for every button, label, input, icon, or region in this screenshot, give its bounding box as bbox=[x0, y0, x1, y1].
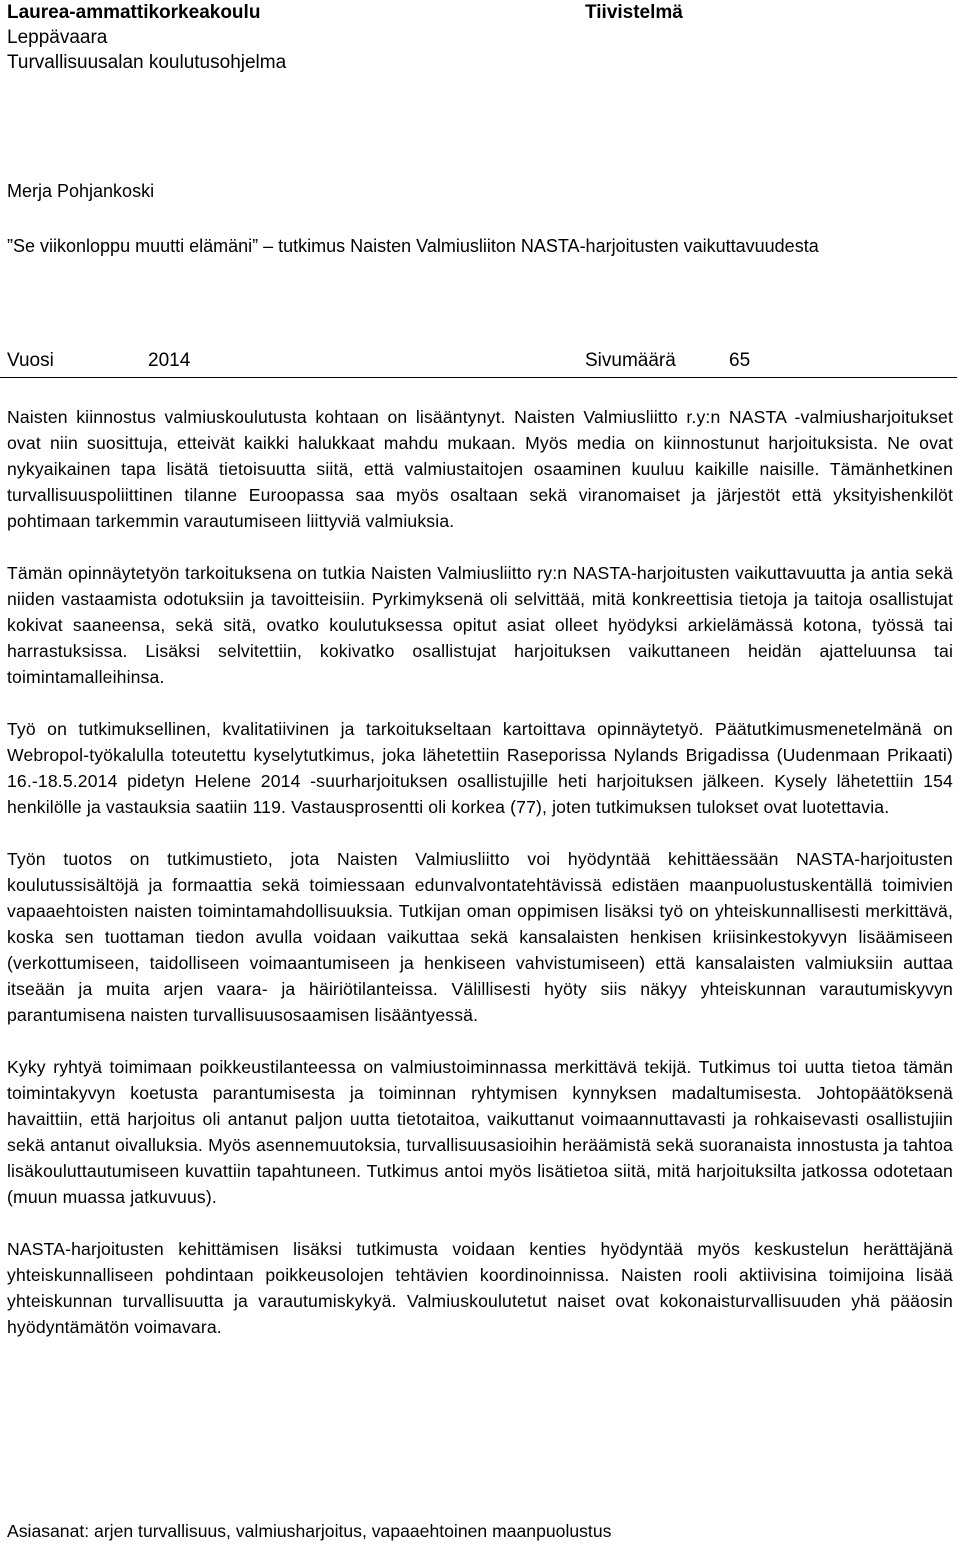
keywords: Asiasanat: arjen turvallisuus, valmiusharjoitus, vapaaehtoinen maanpuolustus bbox=[7, 1521, 612, 1541]
campus-name: Leppävaara bbox=[7, 27, 108, 48]
abstract-paragraph: Tämän opinnäytetyön tarkoituksena on tutkia Naisten Valmiusliitto ry:n NASTA-harjoitusten vaikuttavuutta ja antia sekä niiden vastaamista odotuksiin ja tavoitteisiin. Pyrkimyksenä oli selvittää, mitä konkreettisia tietoja ja taitoja osallistujat kokivat saaneensa, sekä sitä, ovatko koulutuksessa opitut asiat olleet hyödyksi arkielämässä kotona, työssä tai harrastuksissa. Lisäksi selvitettiin, kokivatko osallistujat harjoituksen vaikuttaneen heidän ajatteluunsa tai toimintamalleihinsa. bbox=[7, 563, 953, 687]
header-left bbox=[7, 0, 286, 75]
year-value: 2014 bbox=[148, 350, 191, 371]
meta-row bbox=[0, 349, 957, 378]
author-name: Merja Pohjankoski bbox=[7, 181, 155, 201]
thesis-title: ”Se viikonloppu muutti elämäni” – tutkimus Naisten Valmiusliiton NASTA-harjoitusten vaikuttavuudesta bbox=[7, 236, 819, 256]
program-name: Turvallisuusalan koulutusohjelma bbox=[7, 52, 287, 73]
document-type: Tiivistelmä bbox=[585, 2, 683, 23]
abstract-paragraph: NASTA-harjoitusten kehittämisen lisäksi tutkimusta voidaan kenties hyödyntää myös keskustelun herättäjänä yhteiskunnalliseen pohdintaan poikkeusolojen tehtävien koordinoinnissa. Naisten rooli aktiivisina toimijoina lisää yhteiskunnan turvallisuutta ja varautumiskykyä. Valmiuskoulutetut naiset ovat kokonaisturvallisuuden yhä pääosin hyödyntämätön voimavara. bbox=[7, 1239, 953, 1337]
abstract-paragraph: Työ on tutkimuksellinen, kvalitatiivinen ja tarkoitukseltaan kartoittava opinnäytetyö. Päätutkimusmenetelmänä on Webropol-työkalulla toteutettu kyselytutkimus, joka lähetettiin Raseporissa Nylands Brigadissa (Uudenmaan Prikaati) 16.-18.5.2014 pidetyn Helene 2014 -suurharjoituksen osallistujille heti harjoituksen jälkeen. Kysely lähetettiin 154 henkilölle ja vastauksia saatiin 119. Vastausprosentti oli korkea (77), joten tutkimuksen tulokset ovat luotettavia. bbox=[7, 719, 953, 817]
page-count-label: Sivumäärä bbox=[585, 350, 676, 371]
year-label: Vuosi bbox=[7, 350, 54, 371]
institution-name: Laurea-ammattikorkeakoulu bbox=[7, 2, 261, 23]
abstract-body bbox=[7, 404, 953, 1366]
abstract-paragraph: Työn tuotos on tutkimustieto, jota Naisten Valmiusliitto voi hyödyntää kehittäessään NASTA-harjoitusten koulutussisältöjä ja formaattia sekä toimiessaan edunvalvontatehtävissä edistäen maanpuolustuskentällä toimivien vapaaehtoisten naisten toimintamahdollisuuksia. Tutkijan oman oppimisen lisäksi työ on yhteiskunnallisesti merkittävä, koska sen tuottaman tiedon avulla voidaan vaikuttaa sekä kansalaisten henkisen kriisinkestokyvyn lisäämiseen (verkottumiseen, taidolliseen voimaantumiseen ja henkiseen vahvistumiseen) että kansalaisten valmiuksiin auttaa itseään ja muita arjen vaara- ja häiriötilanteissa. Välillisesti hyöty siis näkyy yhteiskunnan varautumiskyvyn parantumisena naisten turvallisuusosaamisen lisääntyessä. bbox=[7, 849, 953, 1025]
abstract-paragraph: Naisten kiinnostus valmiuskoulutusta kohtaan on lisääntynyt. Naisten Valmiusliitto r.y:n NASTA -valmiusharjoitukset ovat niin suosittuja, etteivät kaikki halukkaat mahdu mukaan. Myös media on kiinnostunut harjoituksista. Ne ovat nykyaikainen tapa lisätä tietoisuutta siitä, että valmiustaitojen osaaminen kuuluu kaikille naisille. Tämänhetkinen turvallisuuspoliittinen tilanne Euroopassa saa myös osaltaan sekä viranomaiset ja järjestöt että yksityishenkilöt pohtimaan tarkemmin varautumiseen liittyviä valmiuksia. bbox=[7, 407, 953, 531]
page-count-value: 65 bbox=[729, 350, 751, 371]
abstract-paragraph: Kyky ryhtyä toimimaan poikkeustilanteessa on valmiustoiminnassa merkittävä tekijä. Tutkimus toi uutta tietoa tämän toimintakyvyn koetusta parantumisesta ja toiminnan ryhtymisen kynnyksen madaltumisesta. Johtopäätöksenä havaittiin, että harjoitus oli antanut paljon uutta tietotaitoa, vaikuttanut voimaannuttavasti ja rohkaisevasti osallistujiin sekä antanut oivalluksia. Myös asennemuutoksia, turvallisuusasioihin heräämistä sekä suoranaista innostusta ja tahtoa lisäkouluttautumiseen kuvattiin tapahtuneen. Tutkimus antoi myös lisätietoa siitä, mitä harjoituksilta jatkossa odotetaan (muun muassa jatkuvuus). bbox=[7, 1057, 953, 1207]
